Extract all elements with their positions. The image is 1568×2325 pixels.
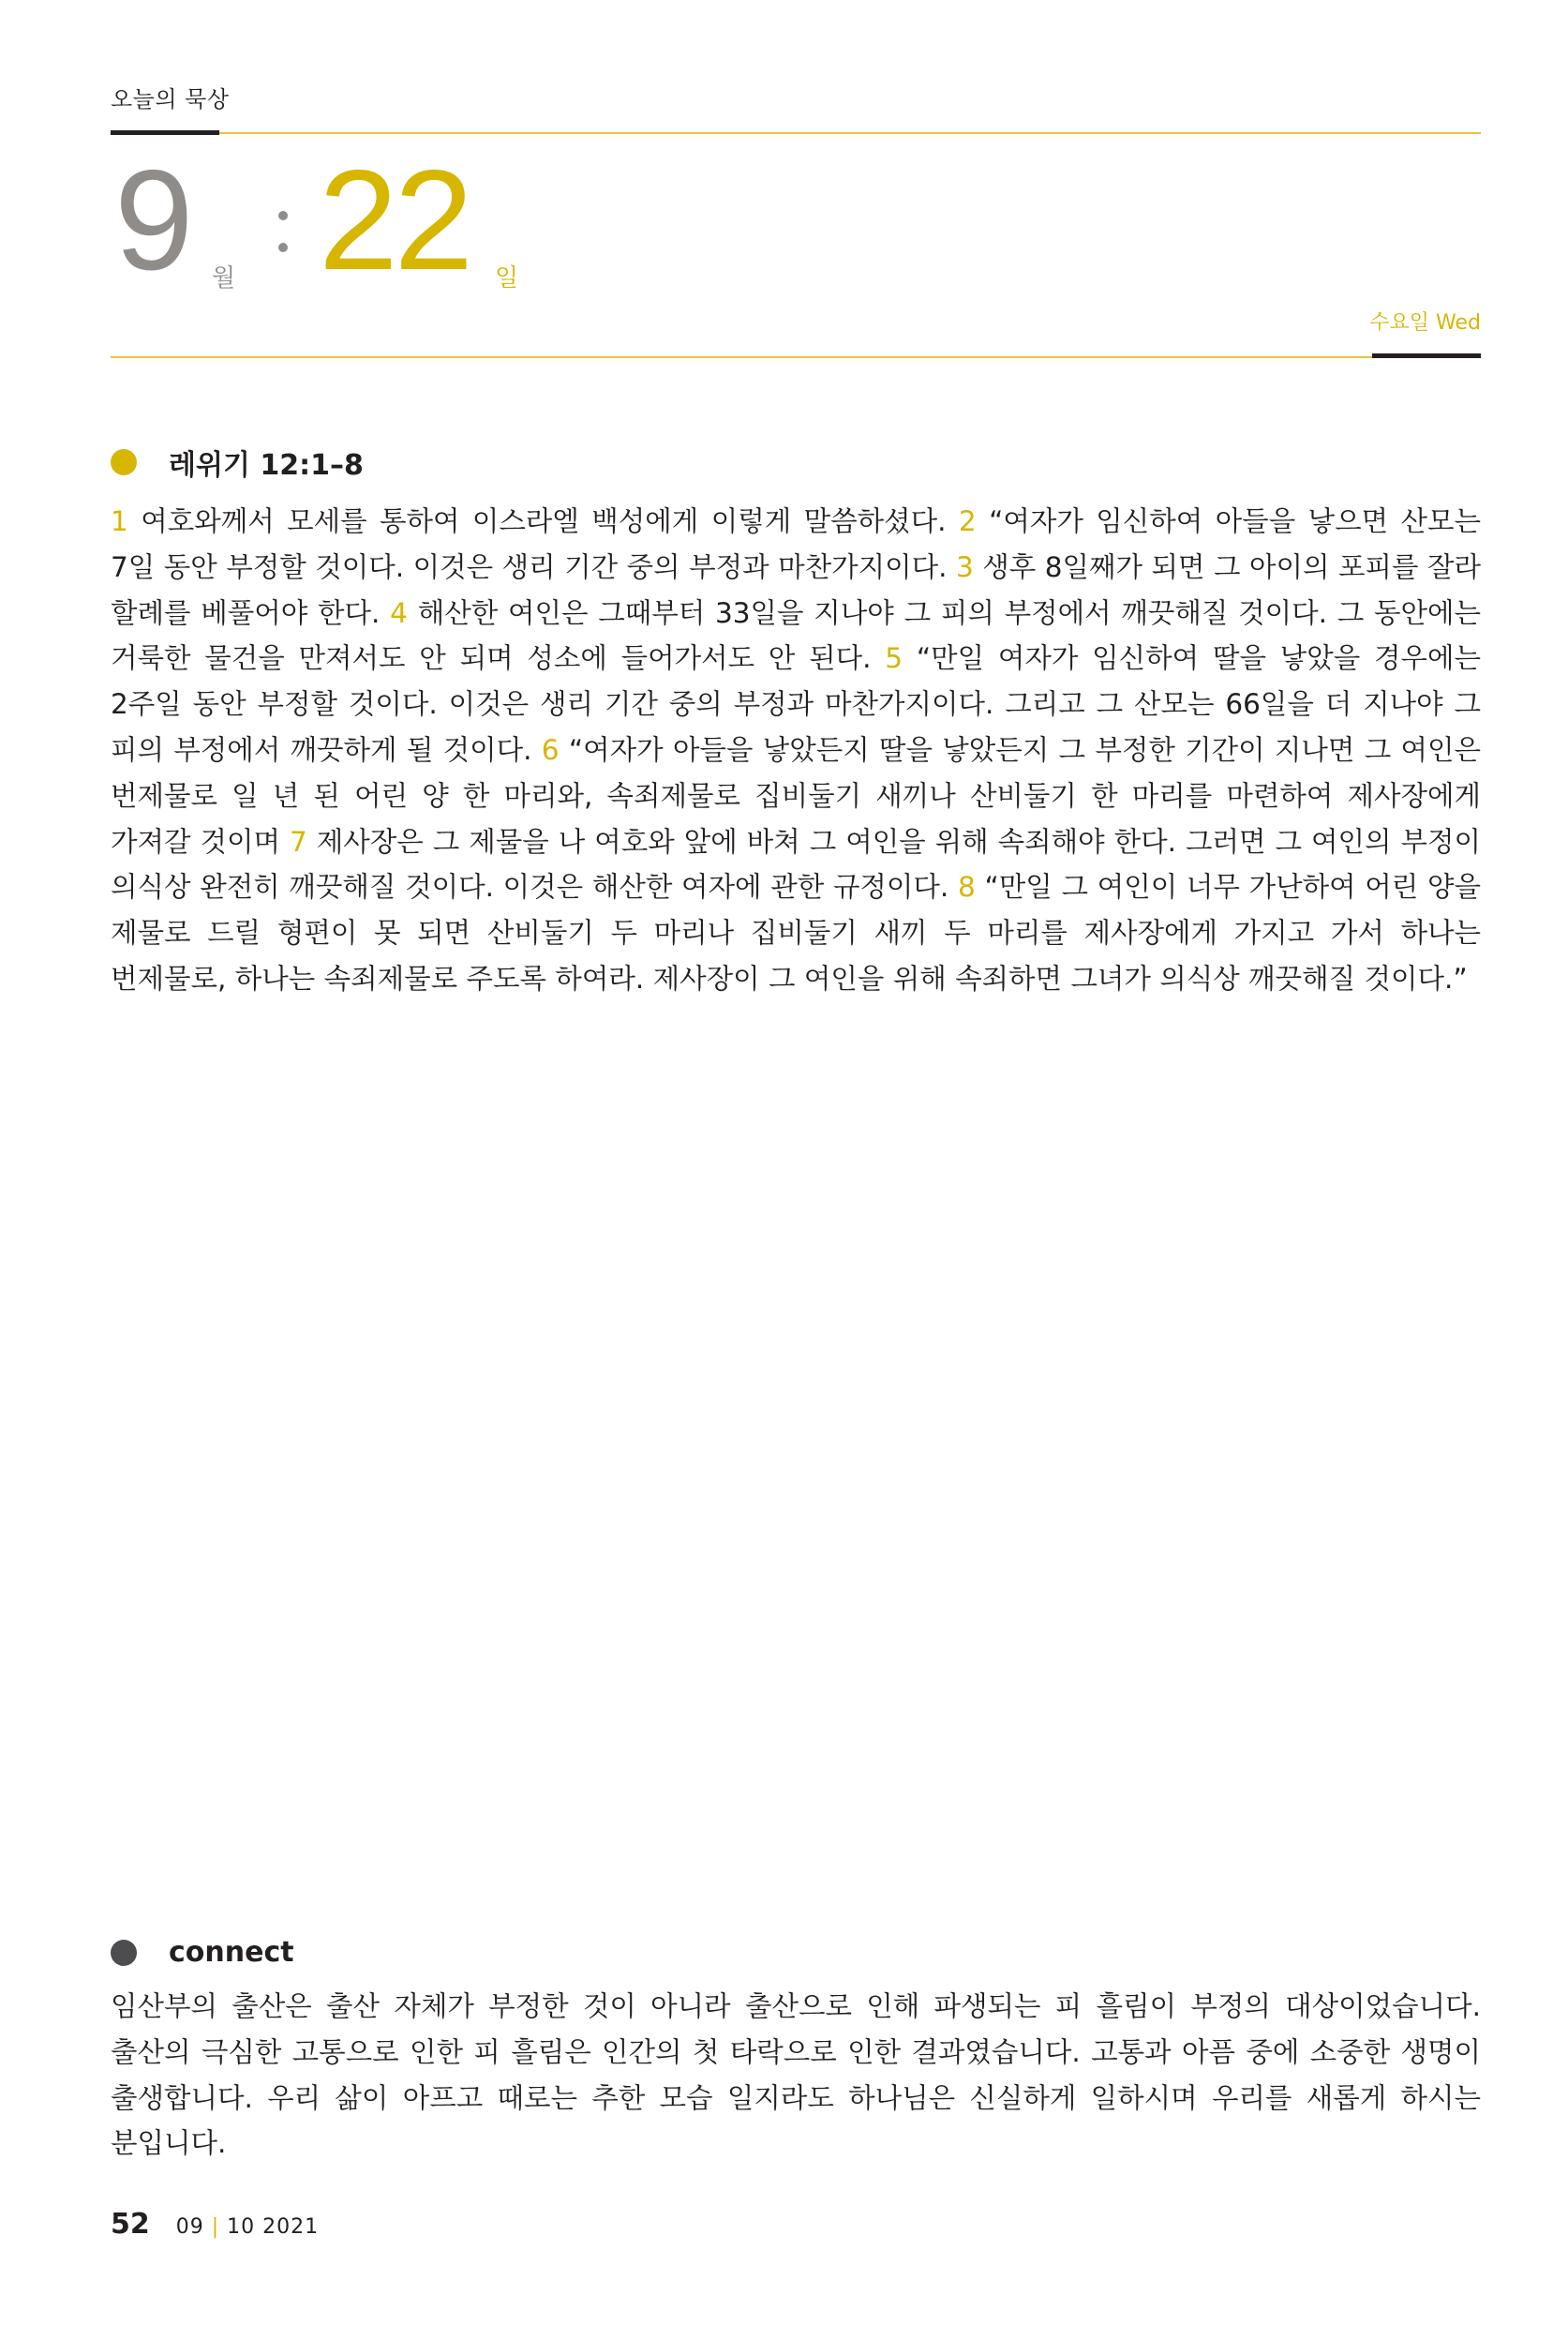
connect-title: connect <box>169 1936 294 1969</box>
scripture-passage <box>111 499 1481 1002</box>
verse-text: 여호와께서 모세를 통하여 이스라엘 백성에게 이렇게 말씀하셨다. <box>141 505 947 537</box>
verse-number: 4 <box>390 596 408 629</box>
section-label: 오늘의 묵상 <box>111 86 230 112</box>
verse-number: 3 <box>955 550 974 583</box>
date-rule <box>111 356 1481 358</box>
colon-dot-top <box>278 211 288 220</box>
colon-dot-bottom <box>278 243 288 252</box>
connect-bullet-icon <box>111 1940 137 1966</box>
verse-text: 해산한 여인은 그때부터 33일을 지나야 그 피의 부정에서 깨끗해질 것이다. 그 동안에는 거룩한 물건을 만져서도 안 되며 성소에 들어가서도 안 된다. <box>111 596 1481 675</box>
verse-number: 1 <box>111 505 128 537</box>
month-number: 9 <box>114 141 192 300</box>
issue-date <box>176 2215 319 2239</box>
top-rule-accent <box>111 130 219 135</box>
verse-text: “만일 그 여인이 너무 가난하여 어린 양을 제물로 드릴 형편이 못 되면 산비둘기 두 마리나 집비둘기 새끼 두 마리를 제사장에게 가지고 가서 하나는 번제물로, 하나는 속죄제물로 주도록 하여라. 제사장이 그 여인을 위해 속죄하면 그녀가 의식상 깨끗해질 것이다.” <box>111 871 1481 995</box>
page-number: 52 <box>111 2208 150 2241</box>
verse-number: 6 <box>541 733 560 766</box>
month-unit: 월 <box>212 264 236 292</box>
date-rule-accent <box>1372 353 1481 358</box>
scripture-heading <box>111 442 364 483</box>
day-number: 22 <box>319 141 470 300</box>
weekday-label: 수요일 Wed <box>1369 311 1481 335</box>
issue-month: 09 <box>175 2215 204 2239</box>
verse-text: 생후 8일째가 되면 그 아이의 포피를 잘라 할례를 베풀어야 한다. <box>111 550 1482 629</box>
verse-text: “여자가 아들을 낳았든지 딸을 낳았든지 그 부정한 기간이 지나면 그 여인은 번제물로 일 년 된 어린 양 한 마리와, 속죄제물로 집비둘기 새끼나 산비둘기 한 마리를 마련하여 제사장에게 가져갈 것이며 <box>111 733 1481 858</box>
day-unit: 일 <box>495 264 519 292</box>
connect-paragraph: 임산부의 출산은 출산 자체가 부정한 것이 아니라 출산으로 인해 파생되는 피 흘림이 부정의 대상이었습니다. 출산의 극심한 고통으로 인한 피 흘림은 인간의 첫 타락으로 인한 결과였습니다. 고통과 아픔 중에 소중한 생명이 출생합니다. 우리 삶이 아프고 때로는 추한 모습 일지라도 하나님은 신실하게 일하시며 우리를 새롭게 하시는 분입니다. <box>111 1990 1481 2160</box>
verse-number: 7 <box>289 825 307 858</box>
issue-rest: 10 2021 <box>227 2215 320 2239</box>
verse-number: 2 <box>958 505 977 537</box>
connect-heading <box>111 1936 294 1969</box>
top-rule <box>111 132 1481 134</box>
verse-number: 8 <box>958 871 976 904</box>
verse-text: 제사장은 그 제물을 나 여호와 앞에 바쳐 그 여인을 위해 속죄해야 한다. 그러면 그 여인의 부정이 의식상 완전히 깨끗해질 것이다. 이것은 해산한 여자에 관한 규정이다. <box>111 825 1481 904</box>
page-footer <box>111 2208 319 2241</box>
scripture-bullet-icon <box>111 449 137 475</box>
verse-text: “여자가 임신하여 아들을 낳으면 산모는 7일 동안 부정할 것이다. 이것은 생리 기간 중의 부정과 마찬가지이다. <box>111 505 1481 583</box>
verse-text: “만일 여자가 임신하여 딸을 낳았을 경우에는 2주일 동안 부정할 것이다. 이것은 생리 기간 중의 부정과 마찬가지이다. 그리고 그 산모는 66일을 더 지나야 그 피의 부정에서 깨끗하게 될 것이다. <box>111 642 1481 766</box>
verse-number: 5 <box>885 642 903 675</box>
issue-separator: | <box>211 2215 220 2239</box>
scripture-reference: 레위기 12:1–8 <box>169 449 364 482</box>
